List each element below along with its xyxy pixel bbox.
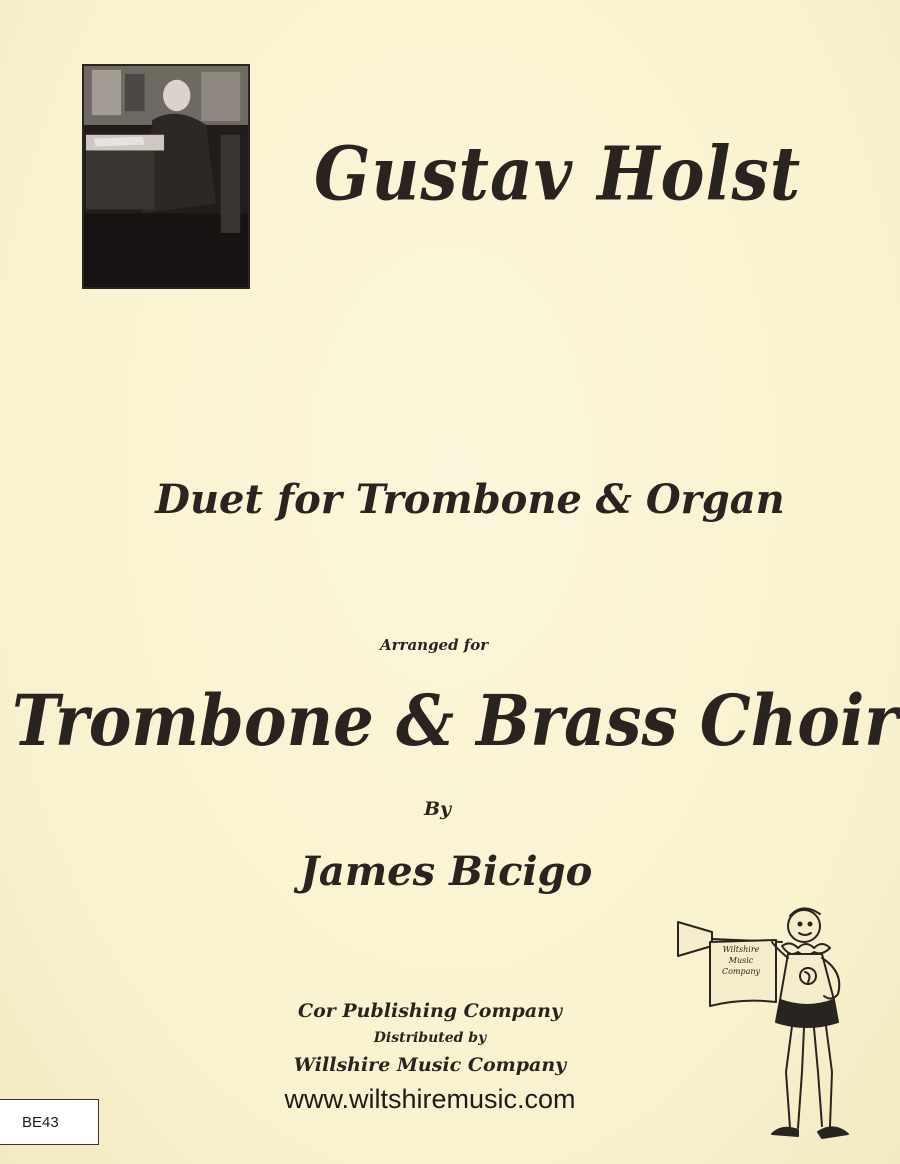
composer-name: Gustav Holst [314,130,802,218]
by-label: By [424,798,452,820]
logo-banner-line: Company [721,967,761,976]
distributor-name: Willshire Music Company [293,1054,567,1076]
publisher-name: Cor Publishing Company [297,1000,563,1022]
arranger-name: James Bicigo [300,848,593,895]
herald-mascot-icon [672,902,858,1148]
logo-banner-text [712,944,770,977]
composer-photo [82,64,250,289]
catalog-number-label: BE43 [0,1099,99,1145]
logo-banner-line: Music [728,956,754,965]
work-title: Duet for Trombone & Organ [155,476,785,523]
logo-banner-line: Wiltshire [722,945,760,954]
arranged-for-label: Arranged for [380,636,489,654]
instrumentation-title: Trombone & Brass Choir [12,680,898,763]
website-url: www.wiltshiremusic.com [284,1084,576,1114]
distributed-by-label: Distributed by [373,1030,487,1046]
